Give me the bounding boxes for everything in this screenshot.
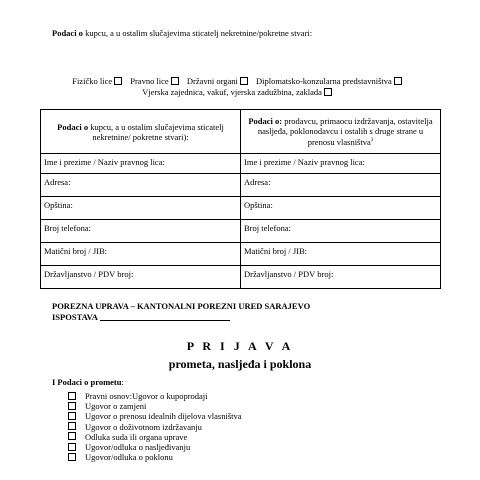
title-sub: prometa, nasljeđa i poklona [168, 357, 312, 371]
buyer-citizenship-field[interactable]: Državljanstvo / PDV broj: [41, 266, 241, 289]
list-item[interactable] [68, 401, 242, 411]
section-label: I Podaci o prometu [52, 377, 122, 387]
seller-municipality-field[interactable]: Opština: [241, 197, 441, 220]
section-colon: : [121, 377, 124, 387]
table-row [41, 266, 441, 289]
entity-type-fizicko[interactable] [72, 76, 124, 86]
entity-type-label: Fizičko lice [72, 76, 113, 86]
list-item[interactable] [68, 452, 242, 462]
buyer-name-field[interactable]: Ime i prezime / Naziv pravnog lica: [41, 154, 241, 174]
entity-type-label: Diplomatsko-konzularna predstavništva [256, 76, 392, 86]
checkbox[interactable] [114, 77, 122, 85]
list-item-label: Pravni osnov:Ugovor o kupoprodaji [85, 391, 208, 401]
seller-phone-field[interactable]: Broj telefona: [241, 220, 441, 243]
entity-type-vjerska[interactable] [142, 87, 334, 97]
checkbox[interactable] [68, 453, 76, 461]
checkbox[interactable] [68, 432, 76, 440]
buyer-address-field[interactable]: Adresa: [41, 174, 241, 197]
table-row [41, 197, 441, 220]
tax-office-block [52, 301, 310, 323]
list-item[interactable] [68, 422, 242, 432]
entity-type-diplomatsko[interactable] [256, 76, 404, 86]
checkbox[interactable] [171, 77, 179, 85]
list-item[interactable] [68, 442, 242, 452]
entity-type-options [40, 76, 440, 98]
intro-bold: Podaci o [52, 28, 83, 38]
intro-rest: kupcu, a u ostalim slučajevima sticatelj nekretnine/pokretne stvari: [82, 28, 313, 38]
list-item-label: Ugovor o prenosu idealnih dijelova vlasništva [85, 411, 242, 422]
tax-office-name: POREZNA UPRAVA – KANTONALNI POREZNI URED SARAJEVO [52, 301, 311, 311]
list-item[interactable] [68, 391, 242, 401]
transaction-type-list [68, 391, 242, 462]
table-row [41, 243, 441, 266]
entity-type-drzavni[interactable] [187, 76, 250, 86]
list-item-label: Odluka suda ili organa uprave [85, 431, 188, 442]
buyer-header-bold: Podaci o [57, 121, 89, 132]
entity-type-label: Vjerska zajednica, vakuf, vjerska zadužbina, zaklada [142, 87, 322, 97]
entity-type-label: Pravno lice [130, 76, 169, 86]
list-item-label: Ugovor o doživotnom izdržavanju [85, 421, 202, 432]
checkbox[interactable] [68, 422, 76, 430]
checkbox[interactable] [68, 392, 76, 400]
intro-text [52, 28, 312, 38]
footnote-marker: 3 [370, 138, 374, 144]
list-item[interactable] [68, 432, 242, 442]
table-header-row [41, 110, 441, 154]
title-main: P R I J A V A [186, 339, 294, 353]
list-item[interactable] [68, 411, 242, 421]
checkbox[interactable] [394, 77, 402, 85]
list-item-label: Ugovor o zamjeni [85, 401, 147, 412]
document-title [0, 339, 480, 372]
seller-header-text: prodavcu, primaocu izdržavanja, ostavitelja nasljeđa, poklonodavcu i ostalih s druge strane u prenosu vlasništva [257, 116, 433, 147]
table-row [41, 220, 441, 243]
table-row [41, 174, 441, 197]
seller-header-bold: Podaci o: [248, 116, 283, 127]
seller-citizenship-field[interactable]: Državljanstvo / PDV broj: [241, 266, 441, 289]
checkbox[interactable] [68, 412, 76, 420]
checkbox[interactable] [68, 443, 76, 451]
buyer-header-text: kupcu, a u ostalim slučajevima sticatelj nekretnine/ pokretne stvari): [88, 121, 224, 142]
party-data-table [40, 109, 441, 289]
branch-line [52, 312, 310, 323]
list-item-label: Ugovor/odluka o nasljeđivanju [85, 442, 191, 453]
buyer-id-field[interactable]: Matični broj / JIB: [41, 243, 241, 266]
seller-id-field[interactable]: Matični broj / JIB: [241, 243, 441, 266]
entity-type-label: Državni organi [186, 76, 238, 86]
buyer-municipality-field[interactable]: Opština: [41, 197, 241, 220]
branch-input-line[interactable] [100, 312, 230, 321]
seller-header [241, 110, 441, 154]
checkbox[interactable] [68, 402, 76, 410]
table-row [41, 154, 441, 174]
entity-type-pravno[interactable] [130, 76, 180, 86]
branch-label: ISPOSTAVA [52, 312, 98, 322]
seller-address-field[interactable]: Adresa: [241, 174, 441, 197]
checkbox[interactable] [240, 77, 248, 85]
section-heading [52, 377, 124, 387]
buyer-phone-field[interactable]: Broj telefona: [41, 220, 241, 243]
list-item-label: Ugovor/odluka o poklonu [85, 452, 173, 463]
buyer-header [41, 110, 241, 154]
checkbox[interactable] [324, 88, 332, 96]
seller-name-field[interactable]: Ime i prezime / Naziv pravnog lica: [241, 154, 441, 174]
